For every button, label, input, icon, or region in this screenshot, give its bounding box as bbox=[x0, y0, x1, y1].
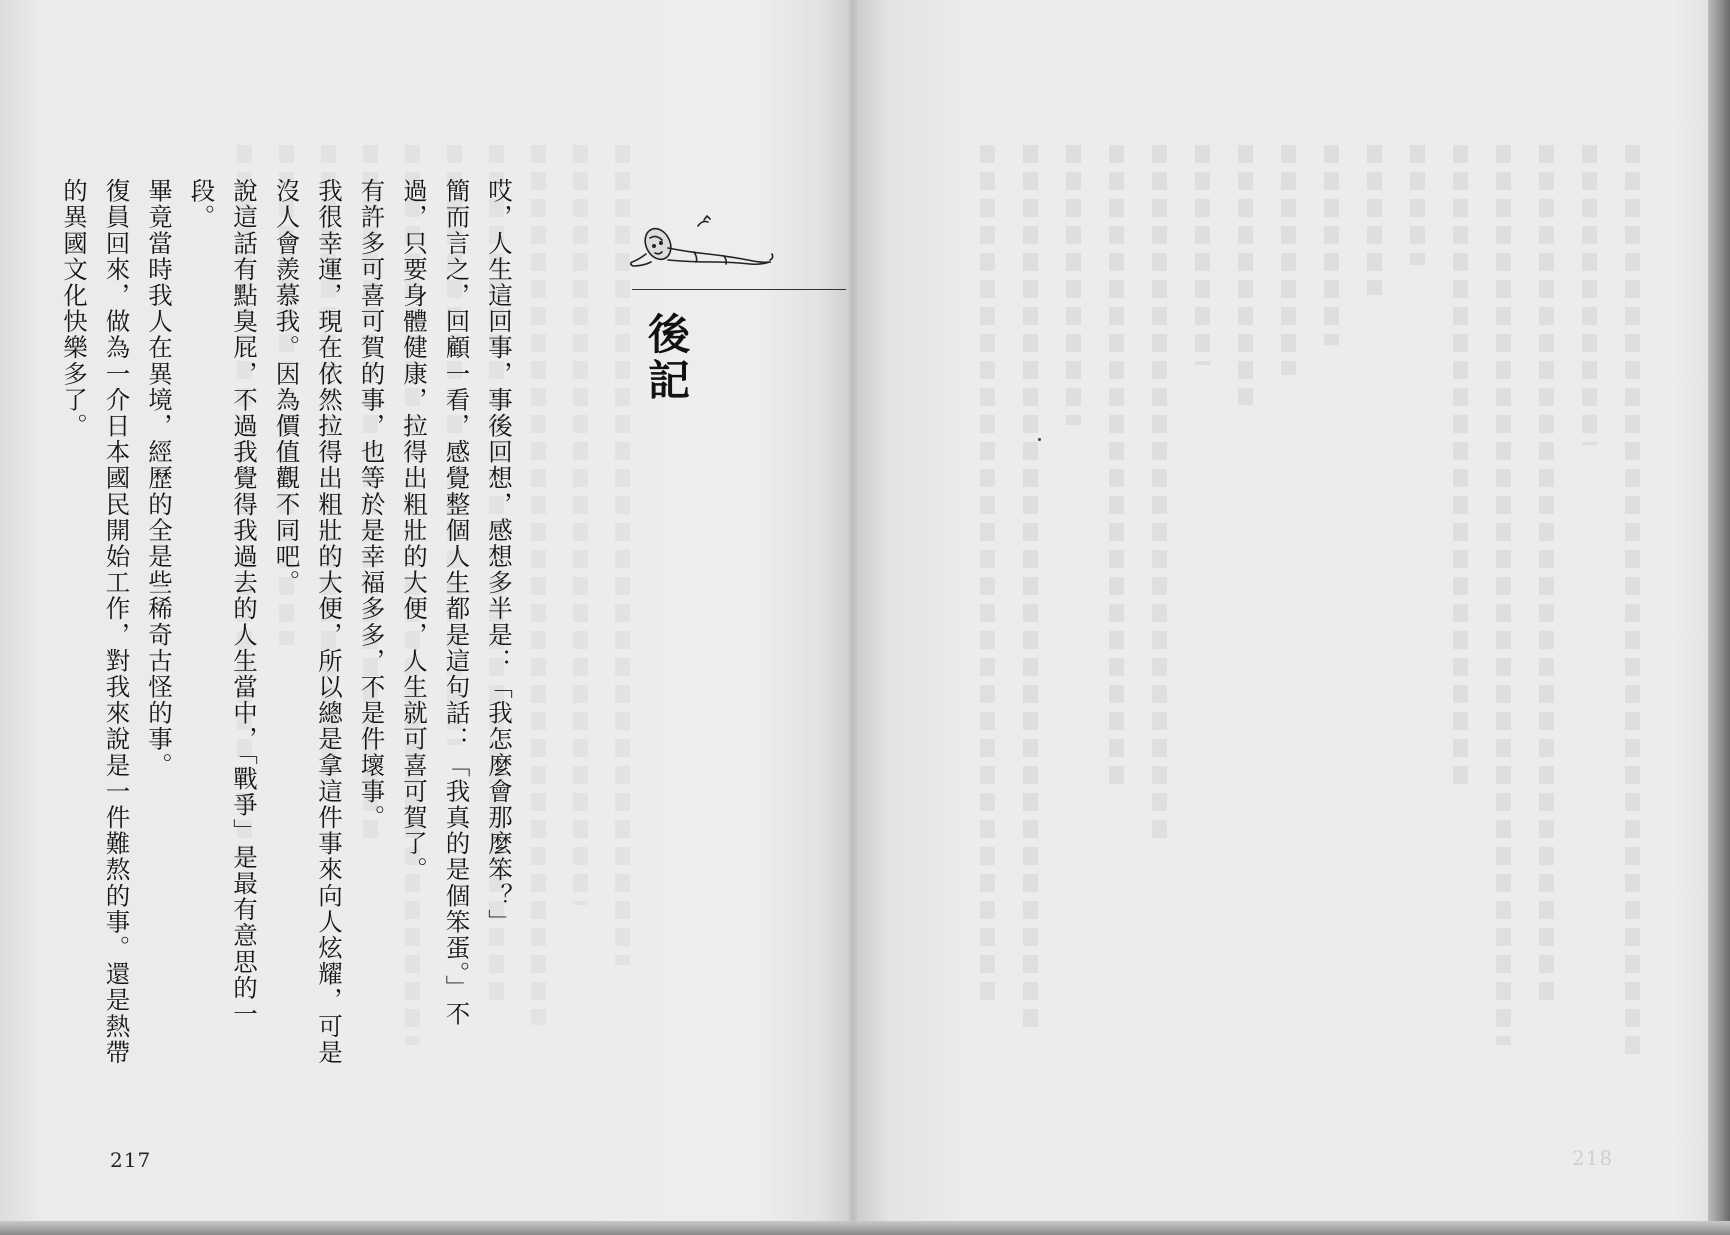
reclining-figure-icon bbox=[624, 208, 780, 276]
page-edge-bottom bbox=[0, 1221, 1730, 1235]
show-through-column bbox=[1109, 145, 1124, 785]
show-through-column bbox=[1281, 145, 1296, 375]
show-through-column bbox=[1496, 145, 1511, 1045]
show-through-column bbox=[1453, 145, 1468, 785]
show-through-column bbox=[1324, 145, 1339, 345]
afterword-body-text bbox=[60, 178, 520, 1078]
show-through-column bbox=[1238, 145, 1253, 405]
show-through-column bbox=[980, 145, 995, 1005]
show-through-column bbox=[1539, 145, 1554, 1005]
paragraph-5: 說這話有點臭屁，不過我覺得我過去的人生當中，「戰爭」是最有意思的一段。 bbox=[187, 178, 259, 1028]
show-through-column bbox=[1066, 145, 1081, 425]
show-through-column bbox=[1367, 145, 1382, 295]
book-gutter bbox=[846, 0, 860, 1235]
chapter-title-rule bbox=[632, 289, 852, 290]
page-number-right: 218 bbox=[1572, 1146, 1614, 1170]
paper-speck bbox=[1038, 438, 1041, 441]
show-through-column bbox=[1410, 145, 1425, 265]
paragraph-3: 有許多可喜可賀的事，也等於是幸福多多，不是件壞事。 bbox=[357, 178, 387, 831]
page-number-left: 217 bbox=[110, 1148, 152, 1172]
right-page-show-through bbox=[930, 145, 1640, 1075]
paragraph-6: 畢竟當時我人在異境，經歷的全是些稀奇古怪的事。 bbox=[145, 178, 174, 779]
show-through-column bbox=[531, 145, 546, 1025]
chapter-title: 後記 bbox=[642, 312, 691, 404]
show-through-column bbox=[1582, 145, 1597, 445]
show-through-column bbox=[1023, 145, 1038, 1035]
show-through-column bbox=[1195, 145, 1210, 365]
show-through-column bbox=[573, 145, 588, 905]
show-through-column bbox=[1152, 145, 1167, 845]
paragraph-7: 復員回來，做為一介日本國民開始工作，對我來說是一件難熬的事。還是熱帶的異國文化快樂多了。 bbox=[60, 178, 132, 1066]
page-edge-right bbox=[1708, 0, 1730, 1235]
paragraph-1: 哎，人生這回事，事後回想，感想多半是：「我怎麼會那麼笨？」 bbox=[485, 178, 514, 935]
show-through-column bbox=[1625, 145, 1640, 1055]
left-page bbox=[0, 0, 853, 1235]
paragraph-4: 我很幸運，現在依然拉得出粗壯的大便，所以總是拿這件事來向人炫耀，可是沒人會羨慕我。因為價值觀不同吧。 bbox=[272, 178, 344, 1066]
paragraph-2: 簡而言之，回顧一看，感覺整個人生都是這句話：「我真的是個笨蛋。」不過，只要身體健康，拉得出粗壯的大便，人生就可喜可賀了。 bbox=[400, 178, 472, 1028]
